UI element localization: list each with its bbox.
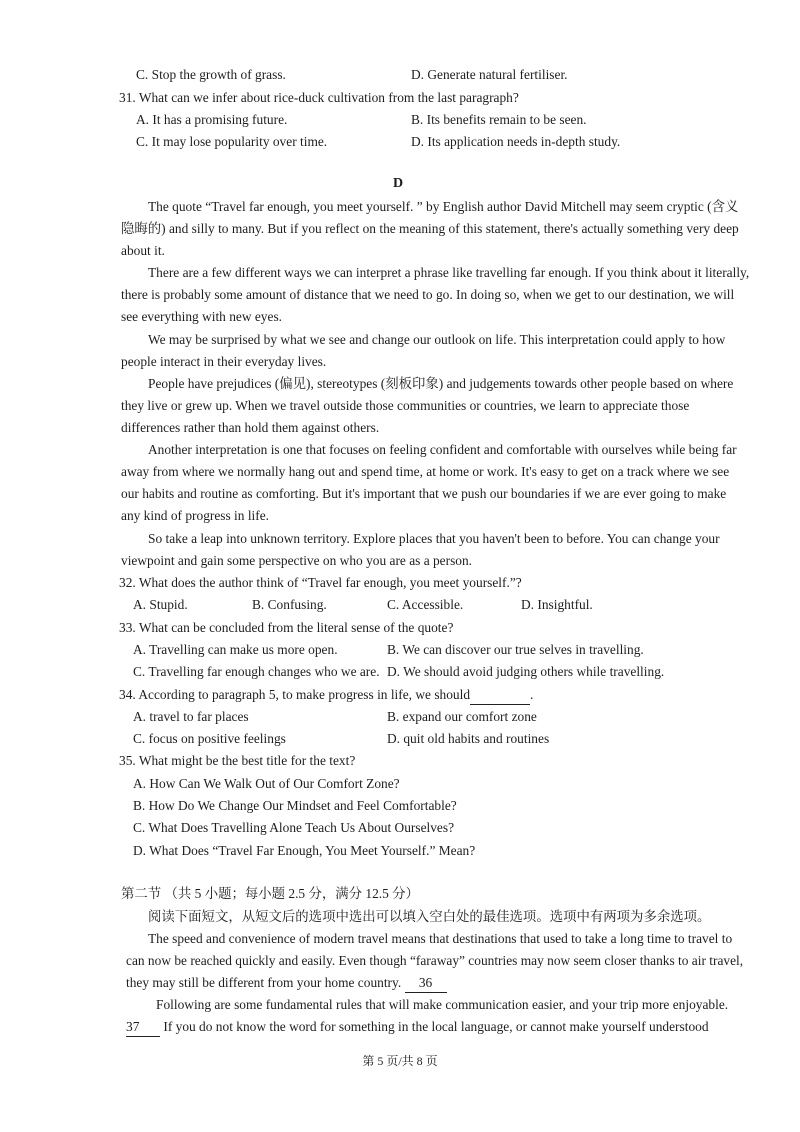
q31-stem: 31. What can we infer about rice-duck cultivation from the last paragraph? [119, 90, 519, 105]
part2-line-text: If you do not know the word for something in the local language, or cannot make yourself understood [163, 1019, 709, 1034]
blank-36[interactable]: 36 [405, 974, 447, 993]
passage-line: People have prejudices (偏见), stereotypes (刻板印象) and judgements towards other people based on where [148, 376, 734, 391]
q30-option-d: D. Generate natural fertiliser. [411, 67, 568, 82]
passage-line: see everything with new eyes. [121, 309, 283, 324]
q31-option-b: B. Its benefits remain to be seen. [411, 112, 587, 127]
q34-option-a: A. travel to far places [133, 709, 249, 724]
passage-line: our habits and routine as comforting. But it's important that we push our boundaries if we are ever going to make [121, 486, 727, 501]
part2-heading: 第二节 （共 5 小题；每小题 2.5 分，满分 12.5 分） [121, 886, 419, 901]
q34-option-d: D. quit old habits and routines [387, 731, 550, 746]
q34-option-c: C. focus on positive feelings [133, 731, 286, 746]
passage-line: differences rather than hold them against others. [121, 420, 380, 435]
q33-stem: 33. What can be concluded from the literal sense of the quote? [119, 620, 454, 635]
q32-option-c: C. Accessible. [387, 597, 464, 612]
q35-option-b: B. How Do We Change Our Mindset and Feel Comfortable? [133, 798, 457, 813]
q35-stem: 35. What might be the best title for the text? [119, 753, 356, 768]
q34-stem-end: . [530, 687, 534, 702]
q33-option-a: A. Travelling can make us more open. [133, 642, 338, 657]
q35-option-d: D. What Does “Travel Far Enough, You Meet Yourself.” Mean? [133, 843, 476, 858]
passage-line: there is probably some amount of distance that we need to go. In doing so, when we get to our destination, we will [121, 287, 735, 302]
part2-line [126, 974, 447, 993]
q34-stem [119, 686, 533, 705]
part2-line: Following are some fundamental rules that will make communication easier, and your trip more enjoyable. [156, 997, 729, 1012]
passage-line: There are a few different ways we can interpret a phrase like travelling far enough. If you think about it literally, [148, 265, 750, 280]
part2-line: The speed and convenience of modern travel means that destinations that used to take a long time to travel to [148, 931, 733, 946]
passage-line: away from where we normally hang out and spend time, at home or work. It's easy to get on a track where we see [121, 464, 730, 479]
q31-option-a: A. It has a promising future. [136, 112, 288, 127]
q32-option-b: B. Confusing. [252, 597, 327, 612]
page-number: 第 5 页/共 8 页 [362, 1054, 438, 1068]
part2-line: can now be reached quickly and easily. Even though “faraway” countries may now seem closer thanks to air travel, [126, 953, 744, 968]
passage-line: Another interpretation is one that focuses on feeling confident and comfortable with ourselves while being far [148, 442, 737, 457]
q33-option-c: C. Travelling far enough changes who we are. [133, 664, 380, 679]
passage-line: any kind of progress in life. [121, 508, 270, 523]
part2-line-text: they may still be different from your home country. [126, 975, 402, 990]
q32-option-a: A. Stupid. [133, 597, 188, 612]
q31-option-d: D. Its application needs in-depth study. [411, 134, 621, 149]
passage-line: So take a leap into unknown territory. Explore places that you haven't been to before. You can change your [148, 531, 720, 546]
passage-line: people interact in their everyday lives. [121, 354, 327, 369]
q34-blank [470, 686, 530, 705]
q34-stem-text: 34. According to paragraph 5, to make progress in life, we should [119, 687, 471, 702]
q35-option-a: A. How Can We Walk Out of Our Comfort Zone? [133, 776, 400, 791]
q31-option-c: C. It may lose popularity over time. [136, 134, 328, 149]
blank-37[interactable]: 37 [126, 1018, 160, 1037]
q34-option-b: B. expand our comfort zone [387, 709, 537, 724]
passage-line: We may be surprised by what we see and change our outlook on life. This interpretation could apply to how [148, 332, 726, 347]
part2-line [126, 1018, 709, 1037]
q32-option-d: D. Insightful. [521, 597, 593, 612]
q30-option-c: C. Stop the growth of grass. [136, 67, 286, 82]
part2-instruction: 阅读下面短文，从短文后的选项中选出可以填入空白处的最佳选项。选项中有两项为多余选项。 [148, 909, 711, 924]
q35-option-c: C. What Does Travelling Alone Teach Us About Ourselves? [133, 820, 455, 835]
passage-line: about it. [121, 243, 165, 258]
q33-option-b: B. We can discover our true selves in travelling. [387, 642, 644, 657]
passage-line: viewpoint and gain some perspective on who you are as a person. [121, 553, 473, 568]
q32-stem: 32. What does the author think of “Travel far enough, you meet yourself.”? [119, 575, 522, 590]
q33-option-d: D. We should avoid judging others while travelling. [387, 664, 665, 679]
section-title: D [393, 176, 404, 191]
passage-line: 隐晦的) and silly to many. But if you reflect on the meaning of this statement, there's actually something very deep [121, 221, 739, 236]
passage-line: The quote “Travel far enough, you meet yourself. ” by English author David Mitchell may seem cryptic (含义 [148, 199, 739, 214]
passage-line: they live or grew up. When we travel outside those communities or countries, we learn to appreciate those [121, 398, 690, 413]
